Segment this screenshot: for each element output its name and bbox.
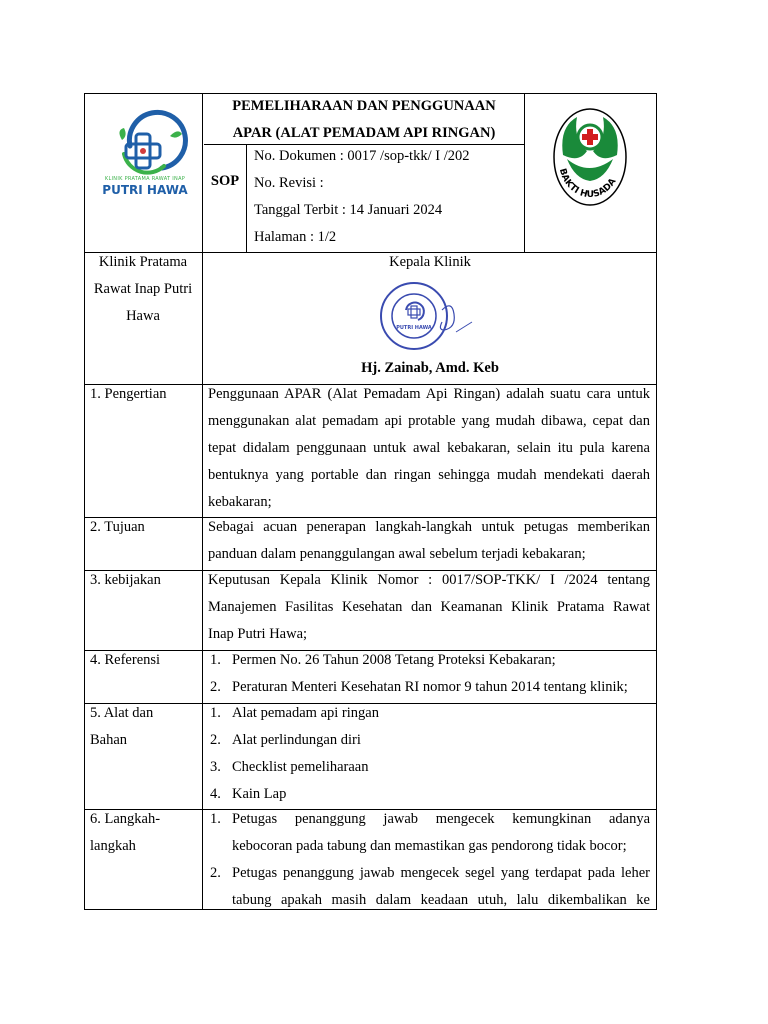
table-border bbox=[524, 93, 525, 252]
document-meta bbox=[254, 143, 524, 251]
bakti-husada-text: BAKTI HUSADA bbox=[556, 167, 619, 201]
section-label: 4. Referensi bbox=[90, 652, 161, 668]
list-text: Peraturan Menteri Kesehatan RI nomor 9 tahun 2014 tentang klinik; bbox=[232, 679, 628, 695]
clinic-line: Klinik Pratama bbox=[98, 254, 188, 270]
putri-hawa-logo bbox=[100, 96, 190, 246]
list-text: tabung apakah masih dalam keadaan utuh, lalu dikembalikan ke bbox=[232, 892, 650, 908]
title-line: PEMELIHARAAN DAN PENGGUNAAN bbox=[232, 98, 496, 114]
text-line: panduan dalam penanggulangan awal sebelum terjadi kebakaran; bbox=[208, 546, 586, 562]
bakti-husada-logo bbox=[549, 105, 631, 213]
revision-number: No. Revisi : bbox=[254, 175, 324, 191]
label-line: 5. Alat dan bbox=[90, 705, 154, 721]
stamp-text: PUTRI HAWA bbox=[396, 325, 432, 331]
logo-small-text: KLINIK PRATAMA RAWAT INAP bbox=[104, 176, 186, 182]
list-text: Alat pemadam api ringan bbox=[232, 705, 379, 721]
list-text: kebocoran pada tabung dan memastikan gas pendorong tidak bocor; bbox=[232, 838, 627, 854]
label-line: 6. Langkah- bbox=[90, 811, 161, 827]
clinic-line: Hawa bbox=[126, 308, 160, 324]
list-number: 4. bbox=[210, 786, 221, 802]
signer-role: Kepala Klinik bbox=[389, 254, 471, 270]
list-number: 1. bbox=[210, 811, 221, 827]
document-title bbox=[204, 93, 524, 147]
signer-name: Hj. Zainab, Amd. Keb bbox=[361, 360, 499, 376]
list-item bbox=[208, 781, 650, 808]
table-border bbox=[202, 93, 203, 910]
doc-number: No. Dokumen : 0017 /sop-tkk/ I /202 bbox=[254, 148, 470, 164]
table-border bbox=[246, 144, 247, 252]
section-label: 1. Pengertian bbox=[90, 386, 167, 402]
section-label bbox=[90, 806, 160, 860]
label-line: Bahan bbox=[90, 732, 128, 748]
text-line: Inap Putri Hawa; bbox=[208, 626, 308, 642]
section-label: 3. kebijakan bbox=[90, 572, 161, 588]
clinic-stamp bbox=[378, 280, 478, 352]
title-line: APAR (ALAT PEMADAM API RINGAN) bbox=[232, 125, 496, 141]
text-line: tepat didalam penggunaan untuk awal kebakaran, selain itu pula karena bbox=[208, 440, 650, 456]
section-label bbox=[90, 700, 153, 754]
list-item bbox=[208, 806, 650, 860]
section-body bbox=[208, 381, 650, 516]
list-number: 2. bbox=[210, 679, 221, 695]
list-text: Petugas penanggung jawab mengecek segel yang terdapat pada leher bbox=[232, 865, 650, 881]
table-border bbox=[84, 93, 85, 910]
list-text: Permen No. 26 Tahun 2008 Tetang Proteksi Kebakaran; bbox=[232, 652, 556, 668]
text-line: Penggunaan APAR (Alat Pemadam Api Ringan) adalah suatu cara untuk bbox=[208, 386, 650, 402]
list-item bbox=[208, 647, 650, 674]
clinic-name bbox=[86, 249, 200, 330]
list-item bbox=[208, 727, 650, 754]
issued-date: Tanggal Terbit : 14 Januari 2024 bbox=[254, 202, 443, 218]
list-item bbox=[208, 700, 650, 727]
section-label: 2. Tujuan bbox=[90, 519, 145, 535]
list-text: Alat perlindungan diri bbox=[232, 732, 361, 748]
list-text: Kain Lap bbox=[232, 786, 287, 802]
steps-list bbox=[208, 806, 650, 914]
page-number: Halaman : 1/2 bbox=[254, 229, 337, 245]
text-line: bentuknya yang portable dan ringan sehingga mudah mendekati daerah bbox=[208, 467, 650, 483]
list-text: Petugas penanggung jawab mengecek kemungkinan adanya bbox=[232, 811, 650, 827]
logo-text: PUTRI HAWA bbox=[102, 183, 188, 197]
label-line: langkah bbox=[90, 838, 136, 854]
clinic-line: Rawat Inap Putri bbox=[93, 281, 193, 297]
list-number: 2. bbox=[210, 732, 221, 748]
list-item bbox=[208, 674, 650, 701]
text-line: Sebagai acuan penerapan langkah-langkah untuk petugas memberikan bbox=[208, 519, 650, 535]
list-text: Checklist pemeliharaan bbox=[232, 759, 369, 775]
list-number: 1. bbox=[210, 705, 221, 721]
list-number: 1. bbox=[210, 652, 221, 668]
section-body bbox=[208, 514, 650, 568]
reference-list bbox=[208, 647, 650, 701]
table-border bbox=[656, 93, 657, 910]
tools-list bbox=[208, 700, 650, 808]
text-line: Manajemen Fasilitas Kesehatan dan Keamanan Klinik Pratama Rawat bbox=[208, 599, 650, 615]
list-item bbox=[208, 860, 650, 914]
text-line: kebakaran; bbox=[208, 494, 272, 510]
text-line: Keputusan Kepala Klinik Nomor : 0017/SOP-TKK/ I /2024 tentang bbox=[208, 572, 650, 588]
sop-label: SOP bbox=[210, 173, 240, 189]
list-item bbox=[208, 754, 650, 781]
text-line: menggunakan alat pemadam api protable yang mudah dibawa, cepat dan bbox=[208, 413, 650, 429]
list-number: 3. bbox=[210, 759, 221, 775]
list-number: 2. bbox=[210, 865, 221, 881]
section-body bbox=[208, 567, 650, 648]
